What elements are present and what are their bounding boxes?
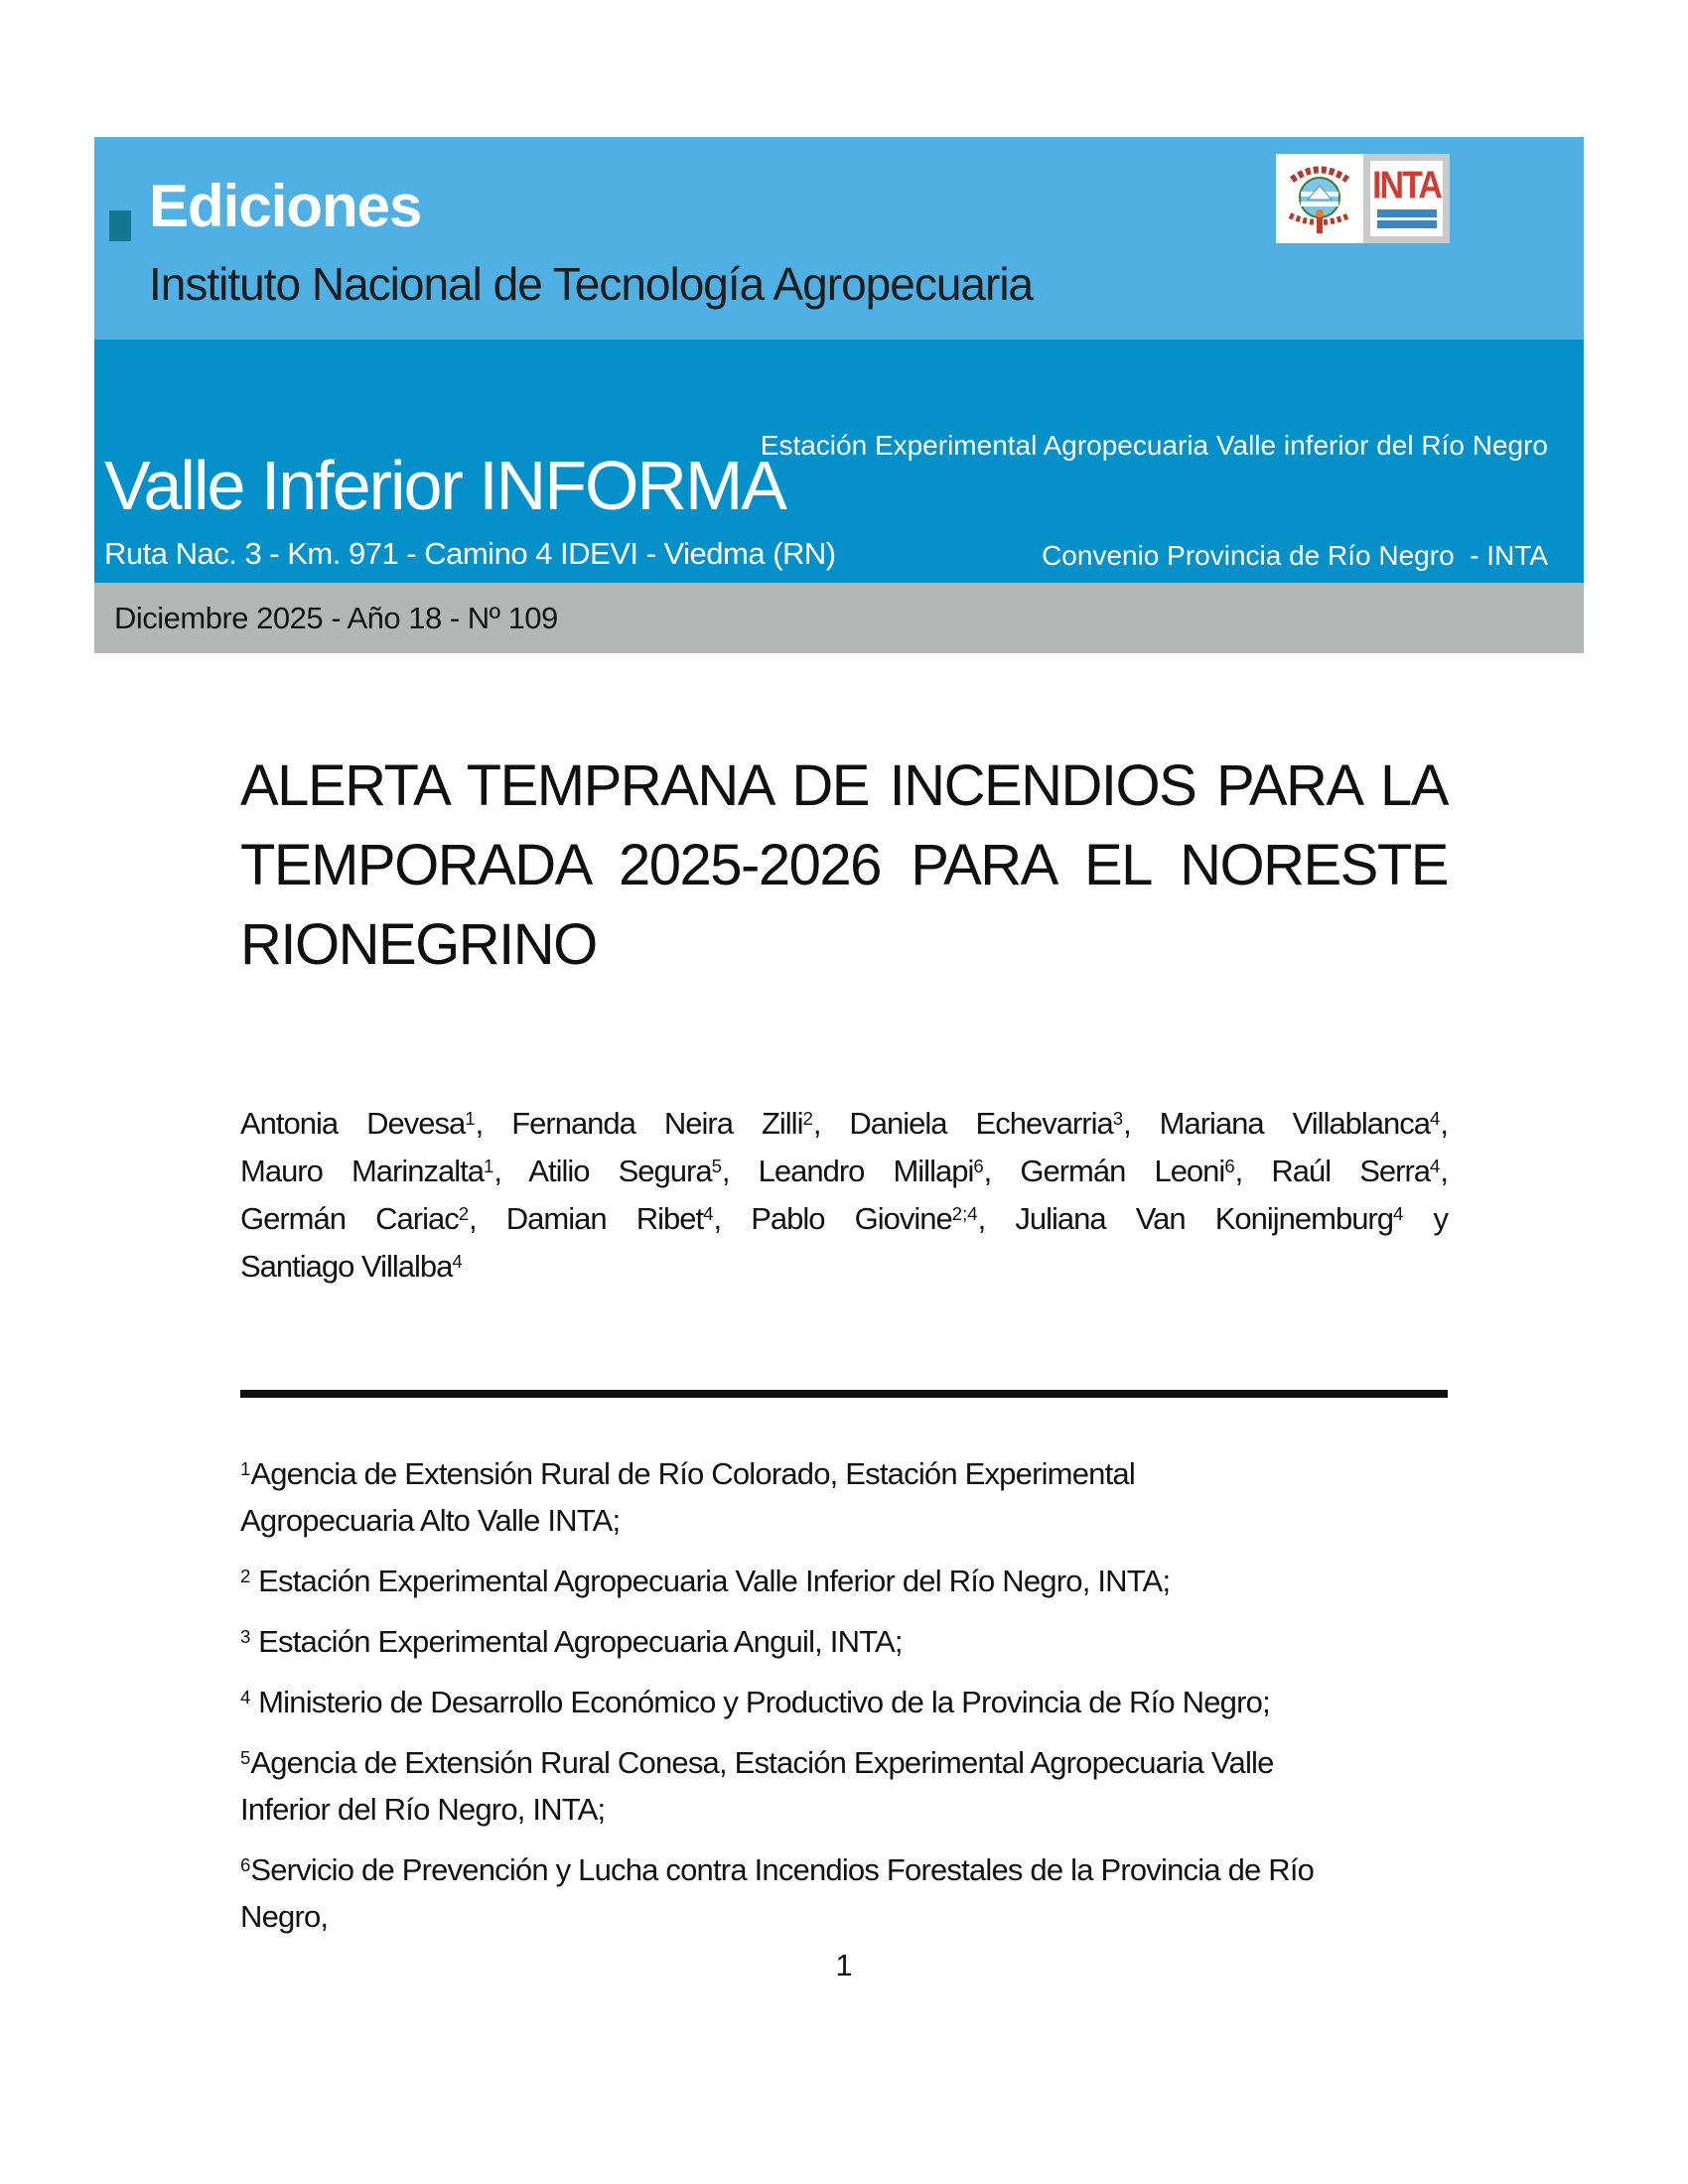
- footnote-line: Agropecuaria Alto Valle INTA;: [240, 1503, 621, 1538]
- station-line: Convenio Provincia de Río Negro - INTA: [1042, 540, 1548, 571]
- footnote-line: $^2$ Estación Experimental Agropecuaria Valle Inferior del Río Negro, INTA;: [240, 1564, 1171, 1598]
- author-line: Mauro Marinzalta$^1$, Atilio Segura$^5$, Leandro Millapi$^6$, Germán Leoni$^6$, Raúl Serra$^4$,: [240, 1154, 1448, 1188]
- footnote: [240, 1450, 1448, 1544]
- footnote-line: $^1$Agencia de Extensión Rural de Río Colorado, Estación Experimental: [240, 1456, 1135, 1491]
- footnote-line: $^3$ Estación Experimental Agropecuaria Anguil, INTA;: [240, 1624, 903, 1659]
- footnote: [240, 1846, 1448, 1940]
- bullet-square: [109, 210, 131, 241]
- article-title: [240, 747, 1448, 985]
- footnote-line: $^6$Servicio de Prevención y Lucha contra Incendios Forestales de la Provincia de Río: [240, 1852, 1315, 1887]
- inta-logo-text: INTA: [1372, 164, 1441, 207]
- footnote: [240, 1679, 1448, 1725]
- footnote-line: Negro,: [240, 1899, 329, 1934]
- footnote-line: $^5$Agencia de Extensión Rural Conesa, Estación Experimental Agropecuaria Valle: [240, 1745, 1274, 1780]
- rio-negro-emblem-art: [1276, 154, 1363, 243]
- footnote-line: $^4$ Ministerio de Desarrollo Económico y Productivo de la Provincia de Río Negro;: [240, 1685, 1270, 1719]
- issue-band: [94, 583, 1584, 653]
- rio-negro-emblem-icon: [1276, 154, 1363, 243]
- footnote: [240, 1739, 1448, 1833]
- inta-logo-bar-1: [1377, 209, 1437, 217]
- publication-address: Ruta Nac. 3 - Km. 971 - Camino 4 IDEVI - Viedma (RN): [104, 536, 836, 571]
- article-title-line: RIONEGRINO: [240, 912, 597, 977]
- logo-block: [1276, 154, 1450, 243]
- horizontal-rule: [240, 1390, 1448, 1398]
- footnote: [240, 1558, 1448, 1604]
- institute-name: Instituto Nacional de Tecnología Agropecuaria: [149, 258, 1034, 310]
- article-title-line: TEMPORADA 2025-2026 PARA EL NORESTE: [240, 833, 1448, 897]
- footnotes-block: [240, 1450, 1448, 1954]
- inta-logo-inner: [1370, 161, 1443, 236]
- station-line: Estación Experimental Agropecuaria Valle inferior del Río Negro: [760, 430, 1548, 461]
- page-number: 1: [835, 1948, 853, 1982]
- author-line: Germán Cariac$^2$, Damian Ribet$^4$, Pablo Giovine$^{2;4}$, Juliana Van Konijnemburg$^4$ y: [240, 1201, 1448, 1236]
- inta-logo-bar-2: [1377, 220, 1437, 228]
- footnote: [240, 1618, 1448, 1665]
- article-title-line: ALERTA TEMPRANA DE INCENDIOS PARA LA: [240, 753, 1448, 818]
- ediciones-label: Ediciones: [149, 173, 422, 239]
- footnote-line: Inferior del Río Negro, INTA;: [240, 1792, 606, 1827]
- author-line: Antonia Devesa$^1$, Fernanda Neira Zilli$^2$, Daniela Echevarria$^3$, Mariana Villablanca$^4$,: [240, 1106, 1448, 1141]
- issue-info: Diciembre 2025 - Año 18 - Nº 109: [114, 601, 558, 635]
- author-line: Santiago Villalba$^4$: [240, 1249, 463, 1284]
- publication-band: [94, 340, 1584, 583]
- author-list: [240, 1100, 1448, 1291]
- publication-title: Valle Inferior INFORMA: [104, 447, 785, 524]
- masthead-band: [94, 137, 1584, 340]
- inta-logo: [1363, 154, 1450, 243]
